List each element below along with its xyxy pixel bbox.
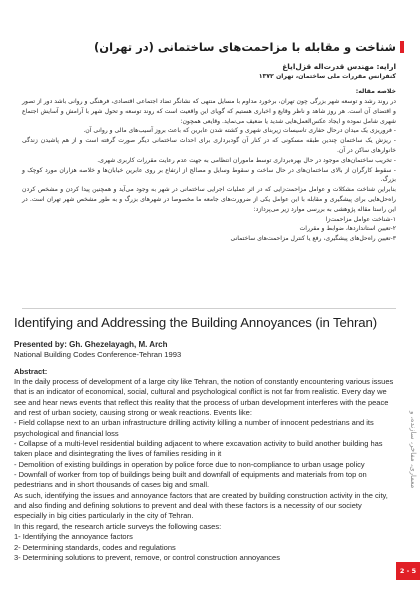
english-list-item: 1- Identifying the annoyance factors xyxy=(14,532,133,542)
persian-list-item: ۱-شناخت عوامل مزاحمت‌زا xyxy=(325,215,396,223)
english-list-item: 2- Determining standards, codes and regulations xyxy=(14,542,176,552)
persian-article xyxy=(22,40,396,244)
persian-paragraph: - تخریب ساختمان‌های موجود در حال بهره‌برداری توسط ماموران انتظامی به جهت عدم رعایت مقررات کاربری شهری. xyxy=(97,156,396,164)
persian-paragraph: - فروریزی یک میدان درحال حفاری تاسیسات زیربنای شهری و کشته شدن عابرین که باعث بروز آسیب‌های مالی و روانی آن. xyxy=(83,127,396,135)
persian-abstract-heading: خلاصه مقاله: xyxy=(355,88,396,95)
persian-title xyxy=(22,40,396,54)
persian-abstract-body xyxy=(22,97,396,244)
persian-list-item: ۲-تعیین استانداردها، ضوابط و مقررات xyxy=(299,225,396,233)
english-paragraph: - Demolition of existing buildings in operation by police force due to non-compliance to urban usage policy xyxy=(14,459,365,469)
persian-list-item: ۳-تعیین راه‌حل‌های پیشگیری، رفع یا کنترل مزاحمت‌های ساختمانی xyxy=(230,235,396,243)
persian-title-text: شناخت و مقابله با مزاحمت‌های ساختمانی (در تهران) xyxy=(94,40,396,54)
journal-sidebar-label: معماری، مفاخر، سازنده، و xyxy=(409,411,417,489)
english-paragraph: In this regard, the research article surveys the following cases: xyxy=(14,521,222,531)
persian-presenter: ارایه: مهندس قدرت‌اله قزل‌اياغ xyxy=(282,62,396,71)
english-conference: National Building Codes Conference-Tehran 1993 xyxy=(14,350,182,359)
english-paragraph: In the daily process of development of a large city like Tehran, the notion of constantly encountering various issues that is an indicator of economical, social, cultural and psychological conflict is not far from realistic. Every day we see and hear news events that reflect this reality that the process of urban development interferes with the peace and rest of urban society, causing strong or weak reactions. Events like: xyxy=(14,377,394,418)
persian-paragraph: در روند رشد و توسعه شهر بزرگی چون تهران، برخورد مداوم با مسایل منتهی که نشانگر تضاد اجتماعی اقتصادی، فرهنگی و روانی باشد دور از تصور و اقتضای آن است. هر روز شاهد و ناظر وقایع و اخباری هستیم که گویای این واقعیت است که روند توسعه و تحول شهر با آرامش و آسایش اجتماع شهری شامل نموده و ایجاد عکس‌العمل‌هایی شدید یا ضعیف می‌نماید. وقایعی همچون: xyxy=(22,98,396,125)
english-list-item: 3- Determining solutions to prevent, remove, or control construction annoyances xyxy=(14,552,280,562)
persian-paragraph: - ریزش یک ساختمان چندین طبقه مسکونی که در کنار آن گودبرداری برای احداث ساختمانی دیگر صورت گرفته است و از هم پاشیدن زندگی خانوارهای ساکن در آن. xyxy=(22,137,396,154)
english-paragraph: - Collapse of a multi-level residential building adjacent to where excavation activity to build another building has taken place and disintegrating the lives of families residing in it xyxy=(14,439,383,459)
english-article xyxy=(14,315,394,563)
english-presenter: Presented by: Gh. Ghezelayagh, M. Arch xyxy=(14,340,168,349)
section-divider xyxy=(22,308,396,309)
persian-paragraph: - سقوط کارگران از بالای ساختمان‌های در حال ساخت و سقوط وسایل و مصالح از ارتفاع بر روی عابرین خیابان‌ها و خلاصه هزاران مورد کوچک و بزرگ. xyxy=(22,166,396,184)
english-abstract-body xyxy=(14,377,394,563)
persian-conference: کنفرانس مقررات ملی ساختمان، تهران ۱۳۷۲ xyxy=(258,73,396,80)
english-paragraph: - Downfall of worker from top of buildings being built and downfall of equipments and materials from top on pedestrians and in short thousands of cases big and small. xyxy=(14,470,367,490)
english-paragraph: As such, identifying the issues and annoyance factors that are created by building construction activity in the city, and also finding and defining solutions to prevent and deal with these factors is a necessity of our society especially in big cities particularly in the city of Tehran. xyxy=(14,490,388,521)
page-number-badge: 2 - 5 xyxy=(396,562,420,580)
english-abstract-heading: Abstract: xyxy=(14,367,48,376)
title-accent-marker xyxy=(400,41,404,53)
english-title: Identifying and Addressing the Building Annoyances (in Tehran) xyxy=(14,315,378,330)
persian-paragraph: بنابراین شناخت مشکلات و عوامل مزاحمت‌زایی که در اثر عملیات اجرایی ساختمانی در شهر به وجود می‌آید و همچنین پیدا کردن و مشخص کردن راه‌حل‌هایی برای پیشگیری و مقابله با این عوامل یکی از ضرورت‌های جامعه ما مخصوصا در شهرهای بزرگ و به طور مشخص شهر تهران است. در این راستا مقاله پژوهشی به بررسی موارد زیر می‌پردازد: xyxy=(22,186,396,213)
english-paragraph: - Field collapse next to an urban infrastructure drilling activity killing a number of innocent pedestrians and its psychological and financial loss xyxy=(14,418,374,438)
